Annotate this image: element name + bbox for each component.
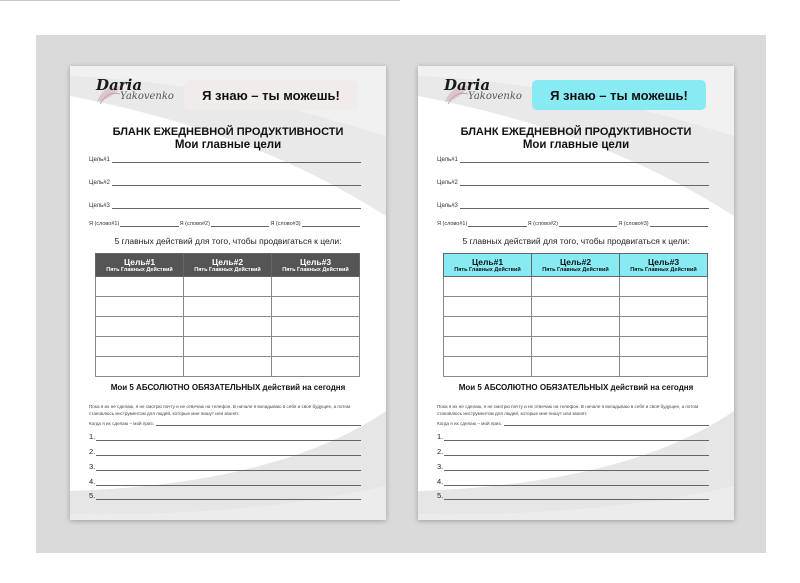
today-action-4[interactable] bbox=[89, 477, 361, 486]
table-cell[interactable] bbox=[532, 317, 620, 337]
table-row bbox=[444, 297, 708, 317]
table-cell[interactable] bbox=[96, 297, 184, 317]
slogan-badge: Я знаю – ты можешь! bbox=[532, 80, 706, 110]
table-cell[interactable] bbox=[620, 337, 708, 357]
goal-field-2[interactable] bbox=[437, 179, 709, 186]
table-row bbox=[96, 297, 360, 317]
table-row bbox=[444, 317, 708, 337]
table-cell[interactable] bbox=[184, 357, 272, 377]
goal-label: Цель#2 bbox=[437, 180, 458, 186]
table-row bbox=[444, 357, 708, 377]
item-number: 4. bbox=[437, 477, 444, 486]
word-label: Я (слово#1) bbox=[437, 221, 468, 227]
table-cell[interactable] bbox=[444, 357, 532, 377]
today-action-2[interactable] bbox=[89, 447, 361, 456]
word-label: Я (слово#1) bbox=[89, 221, 120, 227]
logo bbox=[94, 76, 184, 112]
goal-line bbox=[112, 156, 361, 163]
table-row bbox=[96, 337, 360, 357]
actions-heading: 5 главных действий для того, чтобы продвигаться к цели: bbox=[462, 236, 690, 246]
form-title: БЛАНК ЕЖЕДНЕВНОЙ ПРОДУКТИВНОСТИ bbox=[460, 126, 692, 138]
header-subtitle: Пять Главных Действий bbox=[282, 266, 349, 273]
table-header-goal-1 bbox=[96, 254, 184, 277]
header-subtitle: Пять Главных Действий bbox=[454, 266, 521, 273]
word-line bbox=[468, 221, 526, 227]
today-heading: Мои 5 АБСОЛЮТНО ОБЯЗАТЕЛЬНЫХ действий на сегодня bbox=[110, 383, 346, 392]
header-subtitle: Пять Главных Действий bbox=[542, 266, 609, 273]
slogan-badge: Я знаю – ты можешь! bbox=[184, 80, 358, 110]
table-cell[interactable] bbox=[272, 317, 360, 337]
self-words-row[interactable] bbox=[89, 221, 361, 227]
table-cell[interactable] bbox=[272, 297, 360, 317]
form-subtitle: Мои главные цели bbox=[174, 139, 282, 151]
table-cell[interactable] bbox=[620, 357, 708, 377]
goal-line bbox=[112, 179, 361, 186]
form-subtitle: Мои главные цели bbox=[522, 139, 630, 151]
item-line bbox=[96, 478, 361, 486]
actions-heading: 5 главных действий для того, чтобы продвигаться к цели: bbox=[114, 236, 342, 246]
table-cell[interactable] bbox=[620, 277, 708, 297]
table-cell[interactable] bbox=[620, 317, 708, 337]
table-header-goal-1 bbox=[444, 254, 532, 277]
item-line bbox=[444, 463, 709, 471]
table-row bbox=[96, 317, 360, 337]
table-row bbox=[96, 357, 360, 377]
logo-name: Daria bbox=[96, 76, 143, 94]
item-line bbox=[444, 492, 709, 500]
prize-label: Когда я их сделаю – мой приз: bbox=[437, 421, 502, 426]
goal-line bbox=[112, 202, 361, 209]
goal-label: Цель#3 bbox=[89, 203, 110, 209]
goal-label: Цель#1 bbox=[437, 157, 458, 163]
item-line bbox=[444, 478, 709, 486]
table-header-goal-3 bbox=[620, 254, 708, 277]
form-title: БЛАНК ЕЖЕДНЕВНОЙ ПРОДУКТИВНОСТИ bbox=[112, 126, 344, 138]
word-label: Я (слово#2) bbox=[179, 221, 210, 227]
table-cell[interactable] bbox=[532, 337, 620, 357]
table-cell[interactable] bbox=[184, 317, 272, 337]
header-subtitle: Пять Главных Действий bbox=[194, 266, 261, 273]
header-title: Цель#1 bbox=[123, 256, 156, 267]
goal-field-2[interactable] bbox=[89, 179, 361, 186]
word-label: Я (слово#3) bbox=[618, 221, 649, 227]
header-title: Цель#2 bbox=[211, 256, 244, 267]
word-line bbox=[559, 221, 617, 227]
prize-line bbox=[504, 420, 709, 426]
word-line bbox=[302, 221, 360, 227]
table-cell[interactable] bbox=[532, 297, 620, 317]
goal-label: Цель#2 bbox=[89, 180, 110, 186]
header-title: Цель#2 bbox=[559, 256, 592, 267]
header-title: Цель#3 bbox=[647, 256, 680, 267]
goal-line bbox=[460, 179, 709, 186]
word-label: Я (слово#2) bbox=[527, 221, 558, 227]
table-cell[interactable] bbox=[532, 277, 620, 297]
goal-label: Цель#1 bbox=[89, 157, 110, 163]
table-cell[interactable] bbox=[184, 277, 272, 297]
table-cell[interactable] bbox=[184, 297, 272, 317]
table-header-goal-2 bbox=[532, 254, 620, 277]
item-number: 1. bbox=[437, 432, 444, 441]
item-number: 2. bbox=[89, 447, 96, 456]
item-number: 3. bbox=[437, 462, 444, 471]
goal-field-3[interactable] bbox=[89, 202, 361, 209]
today-action-5[interactable] bbox=[437, 491, 709, 500]
item-number: 2. bbox=[437, 447, 444, 456]
today-action-1[interactable] bbox=[89, 432, 361, 441]
table-cell[interactable] bbox=[96, 277, 184, 297]
word-line bbox=[650, 221, 708, 227]
productivity-sheet-gray bbox=[70, 66, 386, 520]
header-title: Цель#1 bbox=[471, 256, 504, 267]
header-subtitle: Пять Главных Действий bbox=[106, 266, 173, 273]
today-action-3[interactable] bbox=[89, 462, 361, 471]
logo-surname: Yakovenko bbox=[468, 91, 522, 102]
prize-field[interactable] bbox=[89, 420, 361, 426]
item-line bbox=[96, 433, 361, 441]
rules-paragraph: Пока я их не сделаю, я не смотрю почту и не отвечаю на телефон. В начале я вкладываю в себя и своё будущее, а потом становлюсь инструментом для людей, которые мне пишут или звонят. bbox=[437, 404, 699, 416]
prize-field[interactable] bbox=[437, 420, 709, 426]
header-title: Цель#3 bbox=[299, 256, 332, 267]
table-cell[interactable] bbox=[444, 277, 532, 297]
goal-label: Цель#3 bbox=[437, 203, 458, 209]
table-cell[interactable] bbox=[444, 337, 532, 357]
top-rule bbox=[0, 0, 400, 1]
word-label: Я (слово#3) bbox=[270, 221, 301, 227]
item-line bbox=[444, 433, 709, 441]
item-number: 5. bbox=[89, 491, 96, 500]
prize-line bbox=[156, 420, 361, 426]
goal-field-3[interactable] bbox=[437, 202, 709, 209]
item-line bbox=[444, 448, 709, 456]
table-header-goal-2 bbox=[184, 254, 272, 277]
table-cell[interactable] bbox=[272, 277, 360, 297]
today-action-1[interactable] bbox=[437, 432, 709, 441]
table-cell[interactable] bbox=[620, 297, 708, 317]
self-words-row[interactable] bbox=[437, 221, 709, 227]
word-line bbox=[120, 221, 178, 227]
item-number: 3. bbox=[89, 462, 96, 471]
goals-actions-table bbox=[95, 253, 360, 377]
logo bbox=[442, 76, 532, 112]
goals-actions-table bbox=[443, 253, 708, 377]
table-cell[interactable] bbox=[444, 297, 532, 317]
today-action-4[interactable] bbox=[437, 477, 709, 486]
item-line bbox=[96, 492, 361, 500]
rules-paragraph: Пока я их не сделаю, я не смотрю почту и не отвечаю на телефон. В начале я вкладываю в себя и своё будущее, а потом становлюсь инструментом для людей, которые мне пишут или звонят. bbox=[89, 404, 351, 416]
table-row bbox=[96, 277, 360, 297]
today-action-5[interactable] bbox=[89, 491, 361, 500]
item-line bbox=[96, 448, 361, 456]
item-line bbox=[96, 463, 361, 471]
logo-name: Daria bbox=[444, 76, 491, 94]
today-action-2[interactable] bbox=[437, 447, 709, 456]
today-action-3[interactable] bbox=[437, 462, 709, 471]
goal-field-1[interactable] bbox=[89, 156, 361, 163]
prize-label: Когда я их сделаю – мой приз: bbox=[89, 421, 154, 426]
goal-line bbox=[460, 156, 709, 163]
table-header-goal-3 bbox=[272, 254, 360, 277]
header-subtitle: Пять Главных Действий bbox=[630, 266, 697, 273]
goal-line bbox=[460, 202, 709, 209]
table-cell[interactable] bbox=[96, 357, 184, 377]
item-number: 4. bbox=[89, 477, 96, 486]
table-cell[interactable] bbox=[272, 337, 360, 357]
table-cell[interactable] bbox=[96, 337, 184, 357]
productivity-sheet-cyan bbox=[418, 66, 734, 520]
logo-surname: Yakovenko bbox=[120, 91, 174, 102]
word-line bbox=[211, 221, 269, 227]
table-cell[interactable] bbox=[96, 317, 184, 337]
item-number: 5. bbox=[437, 491, 444, 500]
table-cell[interactable] bbox=[272, 357, 360, 377]
table-cell[interactable] bbox=[184, 337, 272, 357]
table-row bbox=[444, 337, 708, 357]
goal-field-1[interactable] bbox=[437, 156, 709, 163]
item-number: 1. bbox=[89, 432, 96, 441]
table-cell[interactable] bbox=[532, 357, 620, 377]
table-cell[interactable] bbox=[444, 317, 532, 337]
today-heading: Мои 5 АБСОЛЮТНО ОБЯЗАТЕЛЬНЫХ действий на сегодня bbox=[458, 383, 694, 392]
table-row bbox=[444, 277, 708, 297]
